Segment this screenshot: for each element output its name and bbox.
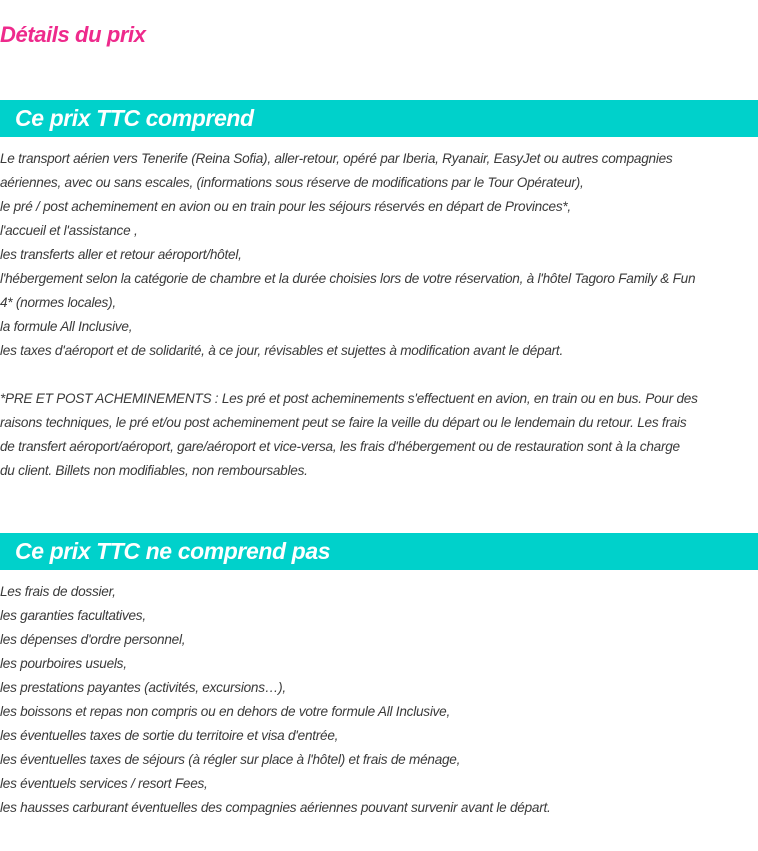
excluded-line: les éventuelles taxes de sortie du territoire et visa d'entrée, bbox=[0, 728, 339, 743]
page-title: Détails du prix bbox=[0, 22, 146, 47]
note-line: raisons techniques, le pré et/ou post acheminement peut se faire la veille du départ ou le lendemain du retour. Les frais bbox=[0, 415, 687, 430]
excluded-line: les éventuels services / resort Fees, bbox=[0, 776, 208, 791]
included-line: les taxes d'aéroport et de solidarité, à ce jour, révisables et sujettes à modification avant le départ. bbox=[0, 343, 563, 358]
excluded-line: les garanties facultatives, bbox=[0, 608, 146, 623]
note-line: du client. Billets non modifiables, non remboursables. bbox=[0, 463, 308, 478]
excluded-section-heading: Ce prix TTC ne comprend pas bbox=[0, 533, 758, 570]
excluded-line: les éventuelles taxes de séjours (à régler sur place à l'hôtel) et frais de ménage, bbox=[0, 752, 461, 767]
included-section-heading: Ce prix TTC comprend bbox=[0, 100, 758, 137]
included-line: la formule All Inclusive, bbox=[0, 319, 133, 334]
included-line: l'accueil et l'assistance , bbox=[0, 223, 138, 238]
excluded-line: les prestations payantes (activités, excursions…), bbox=[0, 680, 286, 695]
excluded-line: les hausses carburant éventuelles des compagnies aériennes pouvant survenir avant le départ. bbox=[0, 800, 551, 815]
excluded-line: Les frais de dossier, bbox=[0, 584, 116, 599]
note-line: *PRE ET POST ACHEMINEMENTS : Les pré et post acheminements s'effectuent en avion, en train ou en bus. Pour des bbox=[0, 391, 698, 406]
included-line: l'hébergement selon la catégorie de chambre et la durée choisies lors de votre réservation, à l'hôtel Tagoro Family & Fun bbox=[0, 271, 696, 286]
included-line: Le transport aérien vers Tenerife (Reina Sofia), aller-retour, opéré par Iberia, Ryanair, EasyJet ou autres compagnies bbox=[0, 151, 673, 166]
included-line: le pré / post acheminement en avion ou en train pour les séjours réservés en départ de Provinces*, bbox=[0, 199, 571, 214]
excluded-line: les pourboires usuels, bbox=[0, 656, 127, 671]
note-line: de transfert aéroport/aéroport, gare/aéroport et vice-versa, les frais d'hébergement ou de restauration sont à la charge bbox=[0, 439, 680, 454]
included-line: les transferts aller et retour aéroport/hôtel, bbox=[0, 247, 242, 262]
acheminement-note bbox=[0, 387, 758, 483]
excluded-line: les boissons et repas non compris ou en dehors de votre formule All Inclusive, bbox=[0, 704, 450, 719]
included-line: aériennes, avec ou sans escales, (informations sous réserve de modifications par le Tour Opérateur), bbox=[0, 175, 584, 190]
excluded-line: les dépenses d'ordre personnel, bbox=[0, 632, 186, 647]
included-line: 4* (normes locales), bbox=[0, 295, 116, 310]
included-list bbox=[0, 147, 758, 363]
excluded-list bbox=[0, 580, 758, 820]
